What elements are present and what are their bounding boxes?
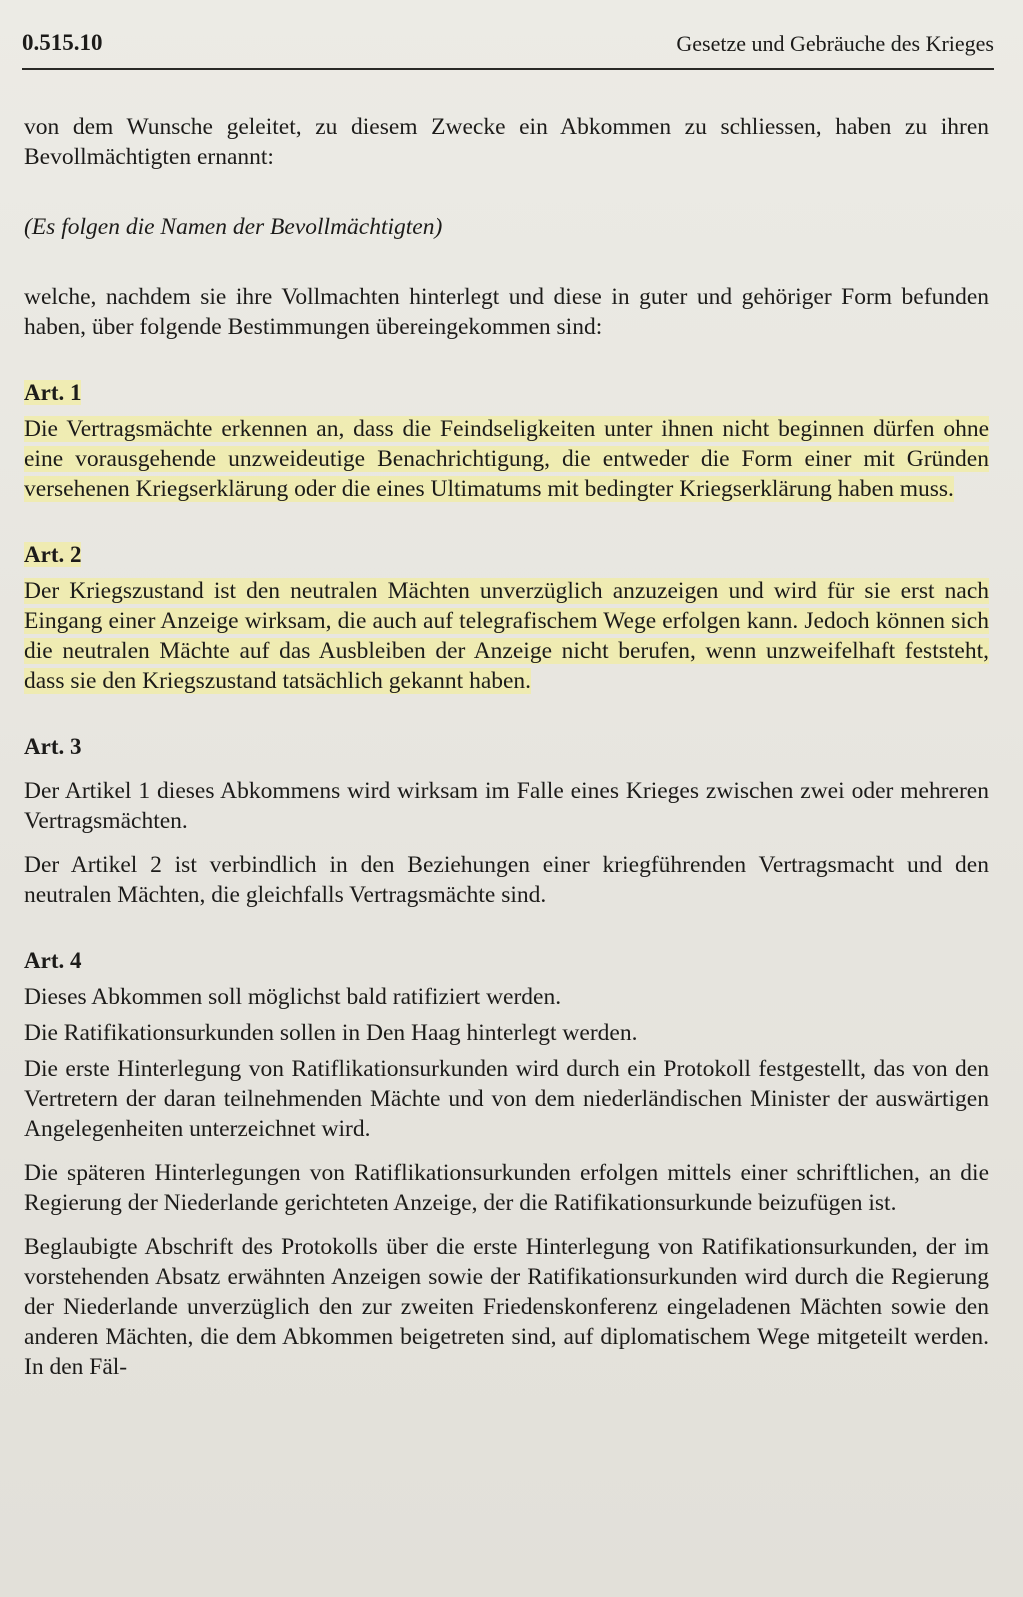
- article-heading: Art. 4: [24, 948, 82, 973]
- article-paragraph: Die Ratifikationsurkunden sollen in Den Haag hinterlegt werden.: [24, 1020, 638, 1046]
- article-paragraph: Der Artikel 1 dieses Abkommens wird wirksam im Falle eines Krieges zwischen zwei oder mehreren Vertragsmächten.: [24, 778, 989, 834]
- intro-paragraph: von dem Wunsche geleitet, zu diesem Zwecke ein Abkommen zu schliessen, haben zu ihren Bevollmächtigten ernannt:: [24, 114, 989, 170]
- article-paragraph: Die späteren Hinterlegungen von Ratiflikationsurkunden erfolgen mittels einer schriftlichen, an die Regierung der Niederlande gerichteten Anzeige, der die Ratifikationsurkunde beizufügen ist.: [24, 1160, 989, 1216]
- article-paragraph: Der Kriegszustand ist den neutralen Mächten unverzüglich anzuzeigen und wird für sie erst nach Eingang einer Anzeige wirksam, die auch auf telegrafischem Wege erfolgen kann. Jedoch können sich die neutralen Mächte auf das Ausbleiben der Anzeige nicht berufen, wenn unzweifelhaft feststeht, dass sie den Kriegszustand tatsächlich gekannt haben.: [24, 578, 989, 694]
- running-title: Gesetze und Gebräuche des Krieges: [676, 31, 994, 56]
- plenipotentiaries-note: (Es folgen die Namen der Bevollmächtigten): [24, 214, 443, 240]
- article-paragraph: Der Artikel 2 ist verbindlich in den Beziehungen einer kriegführenden Vertragsmacht und den neutralen Mächten, die gleichfalls Vertragsmächte sind.: [24, 852, 989, 908]
- article-paragraph: Die erste Hinterlegung von Ratiflikationsurkunden wird durch ein Protokoll festgestellt, das von den Vertretern der daran teilnehmenden Mächte und von dem niederländischen Minister der auswärtigen Angelegenheiten unterzeichnet wird.: [24, 1056, 989, 1142]
- article-heading: Art. 2: [24, 542, 82, 567]
- article-paragraph: Die Vertragsmächte erkennen an, dass die Feindseligkeiten unter ihnen nicht beginnen dürfen ohne eine vorausgehende unzweideutige Benachrichtigung, die entweder die Form einer mit Gründen versehenen Kriegserklärung oder die eines Ultimatums mit bedingter Kriegserklärung haben muss.: [24, 416, 989, 502]
- intro-paragraph-2: welche, nachdem sie ihre Vollmachten hinterlegt und diese in guter und gehöriger Form befunden haben, über folgende Bestimmungen übereingekommen sind:: [24, 284, 989, 340]
- document-body: [24, 112, 989, 1382]
- article-heading: Art. 1: [24, 380, 82, 405]
- article-heading: Art. 3: [24, 734, 82, 759]
- article-paragraph: Beglaubigte Abschrift des Protokolls über die erste Hinterlegung von Ratifikationsurkunden, der im vorstehenden Absatz erwähnten Anzeigen sowie der Ratifikationsurkunden wird durch die Regierung der Niederlande unverzüglich den zur zweiten Friedenskonferenz eingeladenen Mächten sowie den anderen Mächten, die dem Abkommen beigetreten sind, auf diplomatischem Wege mitgeteilt werden. In den Fäl-: [24, 1234, 989, 1380]
- page-header: [22, 18, 994, 70]
- sr-number: 0.515.10: [22, 30, 103, 55]
- article-paragraph: Dieses Abkommen soll möglichst bald ratifiziert werden.: [24, 984, 562, 1010]
